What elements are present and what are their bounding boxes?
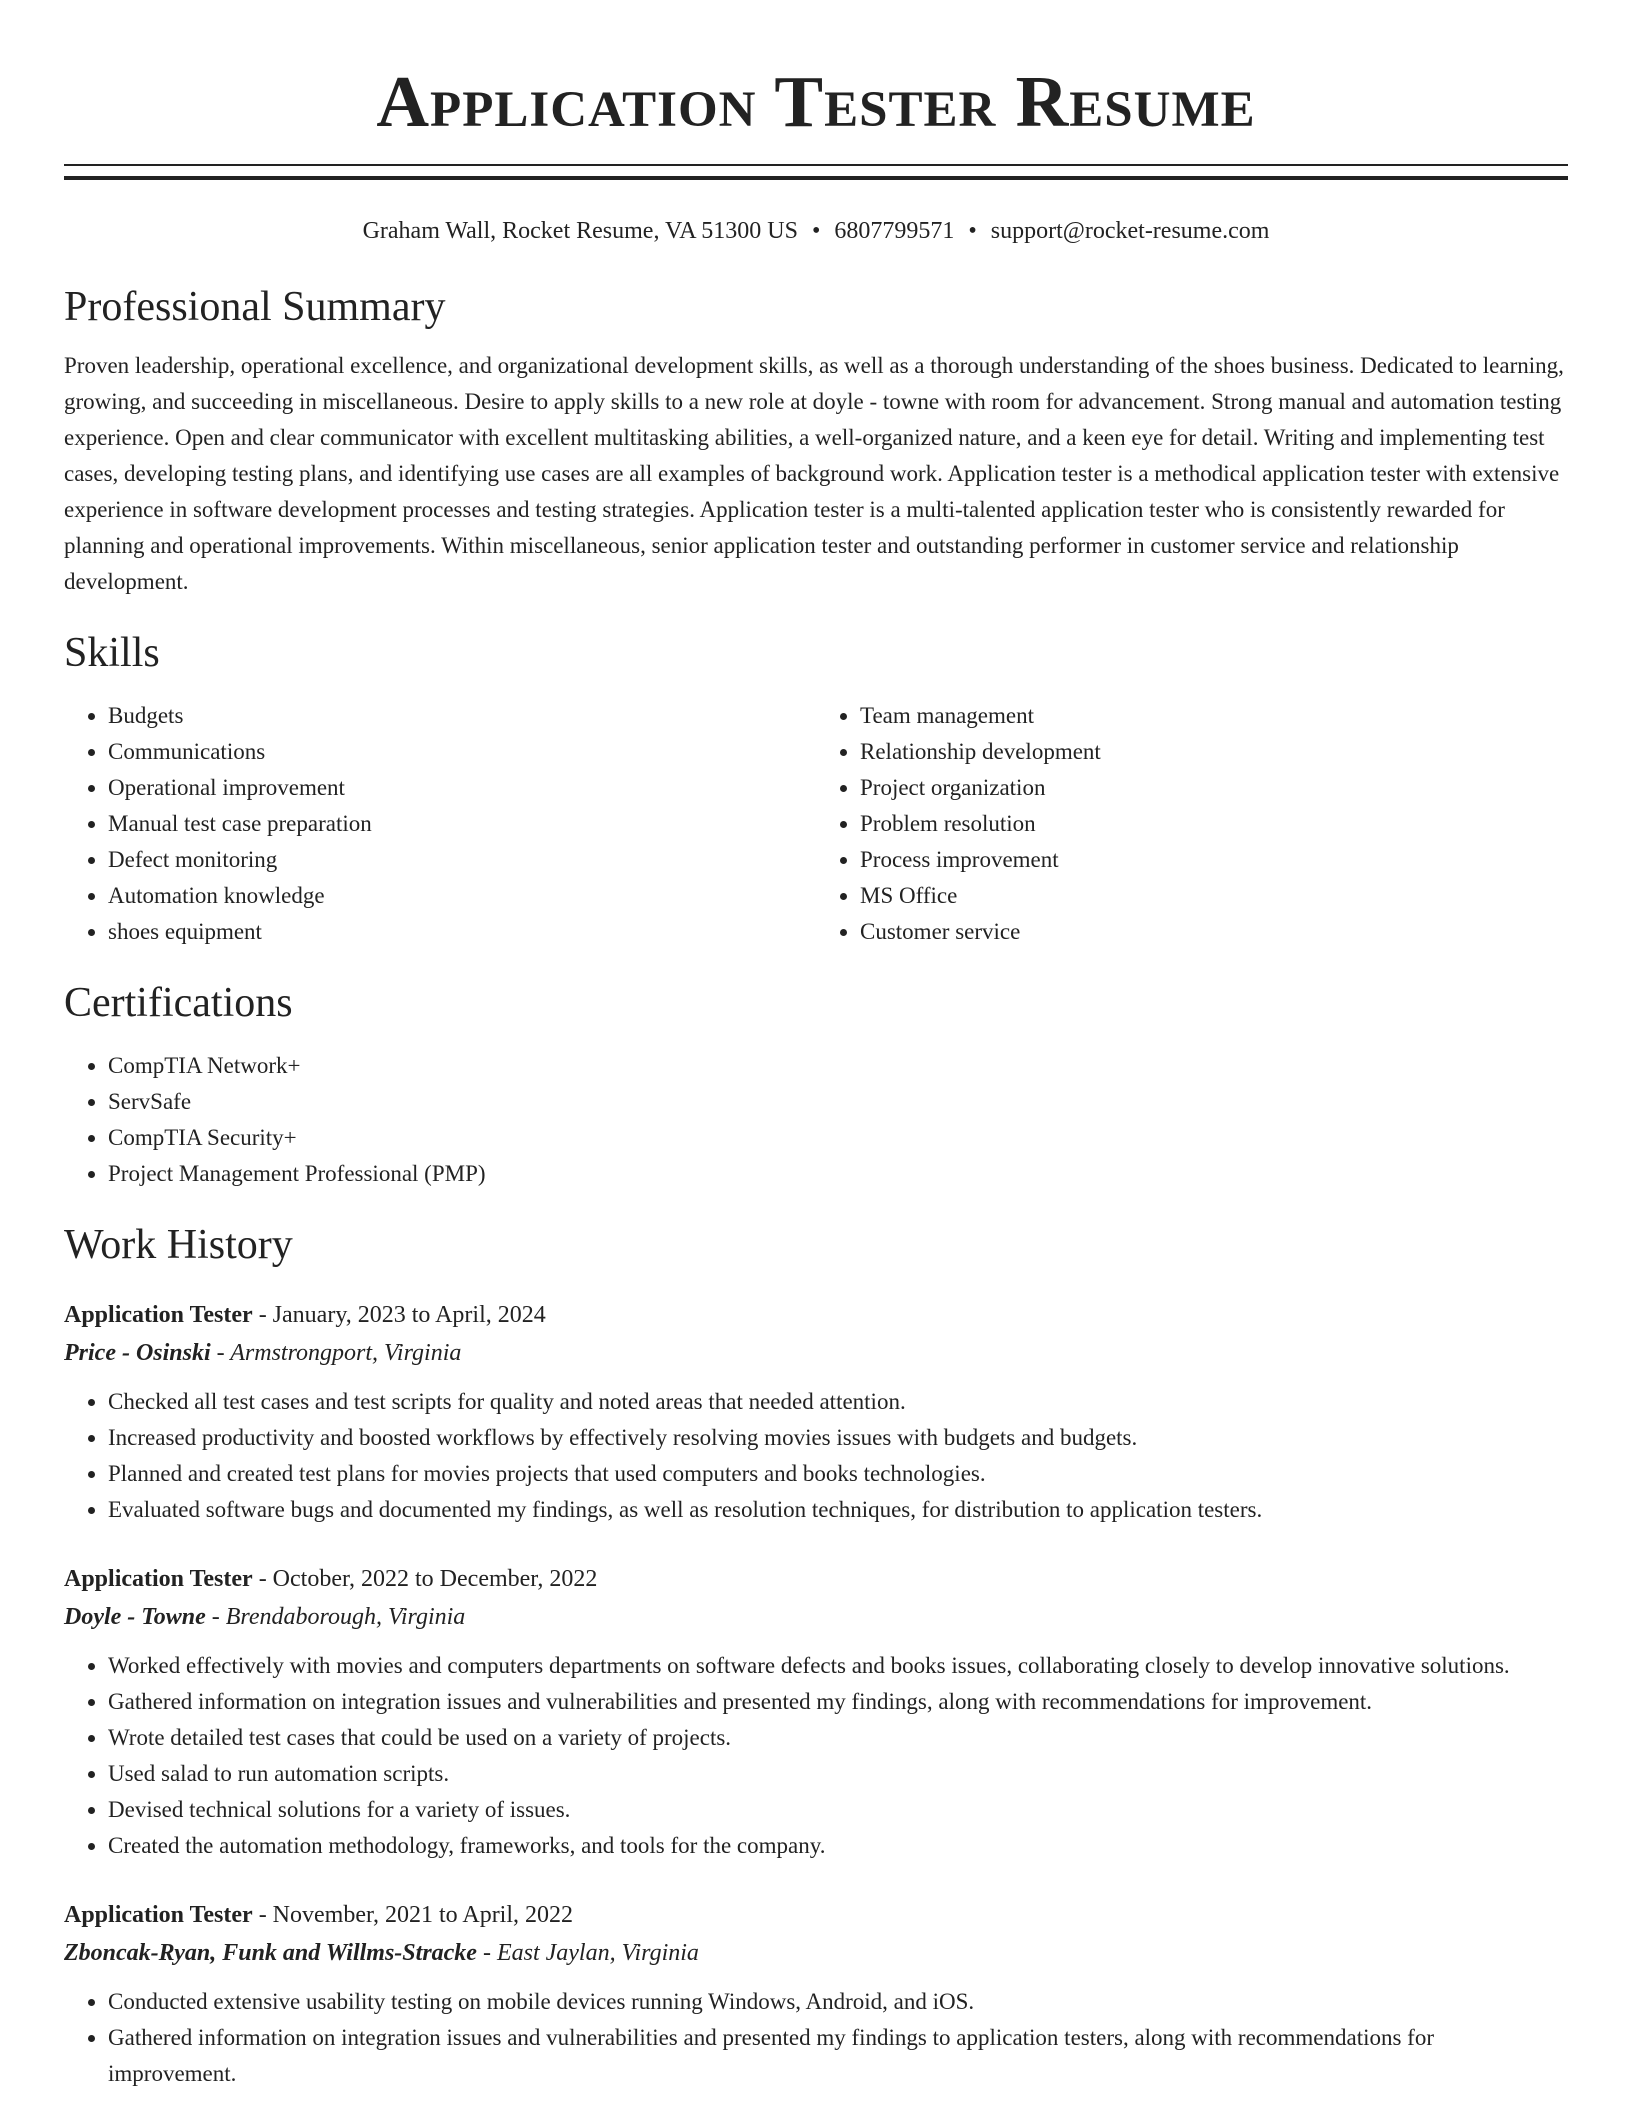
job-bullets xyxy=(64,1984,1568,2092)
contact-line xyxy=(64,214,1568,248)
job-company: Zboncak-Ryan, Funk and Willms-Stracke xyxy=(64,1940,477,1966)
skill-item: • Problem resolution xyxy=(860,806,1568,842)
job-bullet: • Conducted extensive usability testing on mobile devices running Windows, Android, and iOS. xyxy=(108,1984,1568,2020)
skill-item: • Communications xyxy=(108,734,816,770)
job-bullet: • Devised technical solutions for a variety of issues. xyxy=(108,1792,1568,1828)
job-company: Price - Osinski xyxy=(64,1340,211,1366)
certifications-list xyxy=(64,1048,1568,1192)
contact-address: Graham Wall, Rocket Resume, VA 51300 US xyxy=(362,218,798,244)
skills-list-left xyxy=(64,698,816,950)
title-divider xyxy=(64,164,1568,180)
job-employer xyxy=(64,1934,1568,1972)
job-role: Application Tester xyxy=(64,1302,253,1328)
job-bullet: • Used salad to run automation scripts. xyxy=(108,1756,1568,1792)
skill-item: • Manual test case preparation xyxy=(108,806,816,842)
summary-heading: Professional Summary xyxy=(64,284,446,330)
skill-item: • Team management xyxy=(860,698,1568,734)
job-employer xyxy=(64,1334,1568,1372)
job-entry xyxy=(64,1296,1568,1528)
skill-item: • Automation knowledge xyxy=(108,878,816,914)
job-dates: - November, 2021 to April, 2022 xyxy=(252,1902,574,1928)
skill-item: • MS Office xyxy=(860,878,1568,914)
job-header xyxy=(64,1296,1568,1334)
job-role: Application Tester xyxy=(64,1902,253,1928)
page-title: Application Tester Resume xyxy=(376,61,1256,142)
contact-email: support@rocket-resume.com xyxy=(990,218,1270,244)
certification-item: • CompTIA Network+ xyxy=(108,1048,1568,1084)
certification-item: • Project Management Professional (PMP) xyxy=(108,1156,1568,1192)
job-bullet: • Gathered information on integration issues and vulnerabilities and presented my findings to application testers, along with recommendations for improvement. xyxy=(108,2020,1568,2092)
summary-text: Proven leadership, operational excellence, and organizational development skills, as well as a thorough understanding of the shoes business. Dedicated to learning, growing, and succeeding in miscellaneous. Desire to apply skills to a new role at doyle - towne with room for advancement. Strong manual and automation testing experience. Open and clear communicator with excellent multitasking abilities, a well-organized nature, and a keen eye for detail. Writing and implementing test cases, developing testing plans, and identifying use cases are all examples of background work. Application tester is a methodical application tester with extensive experience in software development processes and testing strategies. Application tester is a multi-talented application tester who is consistently rewarded for planning and operational improvements. Within miscellaneous, senior application tester and outstanding performer in customer service and relationship development. xyxy=(64,353,1564,594)
job-company: Doyle - Towne xyxy=(64,1604,206,1630)
skill-item: • shoes equipment xyxy=(108,914,816,950)
job-header xyxy=(64,1896,1568,1934)
skills-heading: Skills xyxy=(64,630,160,676)
job-bullet: • Gathered information on integration issues and vulnerabilities and presented my findings, along with recommendations for improvement. xyxy=(108,1684,1568,1720)
work-history-heading: Work History xyxy=(64,1222,293,1268)
skills-list-right xyxy=(816,698,1568,950)
job-location: - Brendaborough, Virginia xyxy=(205,1604,466,1630)
skills-columns xyxy=(64,698,1568,950)
skill-item: • Budgets xyxy=(108,698,816,734)
job-entry xyxy=(64,1896,1568,2092)
skill-item: • Process improvement xyxy=(860,842,1568,878)
job-dates: - October, 2022 to December, 2022 xyxy=(252,1566,598,1592)
job-bullets xyxy=(64,1648,1568,1864)
skill-item: • Operational improvement xyxy=(108,770,816,806)
certification-item: • ServSafe xyxy=(108,1084,1568,1120)
skill-item: • Project organization xyxy=(860,770,1568,806)
contact-separator: • xyxy=(811,218,821,244)
skill-item: • Defect monitoring xyxy=(108,842,816,878)
job-role: Application Tester xyxy=(64,1566,253,1592)
job-header xyxy=(64,1560,1568,1598)
resume-page xyxy=(64,0,1568,2092)
certifications-heading: Certifications xyxy=(64,980,293,1026)
job-location: - Armstrongport, Virginia xyxy=(210,1340,462,1366)
job-entry xyxy=(64,1560,1568,1864)
job-bullet: • Evaluated software bugs and documented my findings, as well as resolution techniques, for distribution to application testers. xyxy=(108,1492,1568,1528)
job-bullet: • Wrote detailed test cases that could be used on a variety of projects. xyxy=(108,1720,1568,1756)
job-bullet: • Increased productivity and boosted workflows by effectively resolving movies issues with budgets and budgets. xyxy=(108,1420,1568,1456)
job-location: - East Jaylan, Virginia xyxy=(476,1940,699,1966)
job-bullet: • Worked effectively with movies and computers departments on software defects and books issues, collaborating closely to develop innovative solutions. xyxy=(108,1648,1568,1684)
skill-item: • Relationship development xyxy=(860,734,1568,770)
job-bullet: • Created the automation methodology, frameworks, and tools for the company. xyxy=(108,1828,1568,1864)
contact-separator: • xyxy=(968,218,977,244)
job-dates: - January, 2023 to April, 2024 xyxy=(252,1302,546,1328)
job-bullet: • Checked all test cases and test scripts for quality and noted areas that needed attention. xyxy=(108,1384,1568,1420)
skill-item: • Customer service xyxy=(860,914,1568,950)
job-employer xyxy=(64,1598,1568,1636)
contact-phone: 6807799571 xyxy=(834,218,955,244)
job-bullet: • Planned and created test plans for movies projects that used computers and books technologies. xyxy=(108,1456,1568,1492)
certification-item: • CompTIA Security+ xyxy=(108,1120,1568,1156)
job-bullets xyxy=(64,1384,1568,1528)
